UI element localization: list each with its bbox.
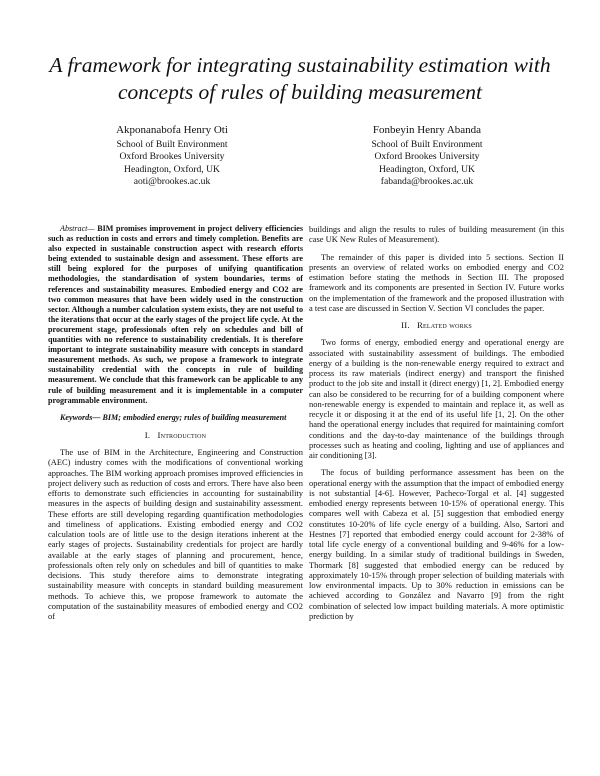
author-city: Headington, Oxford, UK [379, 163, 475, 175]
abstract-body: BIM promises improvement in project delivery efficiencies such as reduction in costs and errors and timely completion. Benefits are also expected in sustainable construction aspect with research efforts being extended to sustainable design and assessment. These efforts are still being explored for the purposes of unifying quantification methodologies, the standardisation of system boundaries, terms of references and sustainability measures. Embodied energy and CO2 are two common measures that have been widely used in the construction sector. Although a number calculation system exists, they are not useful to the iterations that occur at the early stages of the project life cycle. At the procurement stage, professionals often rely on schedules and bill of quantities with no reference to sustainability credentials. It is therefore important to integrate sustainability measure with concepts in standard measurement methods. As such, we propose a framework to integrate sustainability credential with the concepts in rule of building measurement. We conclude that this framework can be applicable to any rule of building measurement and it is implementable in a computer programmable environment. [48, 224, 303, 405]
paragraph: The remainder of this paper is divided into 5 sections. Section II presents an overview of related works on embodied energy and CO2 estimation before stating the methods in Section III. The proposed framework and its components are presented in Section IV. Future works on the implementation of the framework and the proposed illustration with a test case are discussed in Section V. Section VI concludes the paper. [309, 251, 564, 313]
section-heading-related-works: II. Related works [401, 320, 472, 330]
paragraph: The use of BIM in the Architecture, Engineering and Construction (AEC) industry comes with the modifications of conventional working approaches. The BIM working approach promises improved efficiencies in project delivery such as reduction of costs and errors. There have also been efforts to demonstrate such efficiencies in accounting for sustainability measures in the aspects of building design and sustainability assessment. These efforts are still developing regarding quantification methodologies and timeliness of applications. Existing embodied energy and CO2 calculation tools are of little use to the design iterations inherent at the early stages of projects. Sustainability credentials for project are hardly available at the early stages of planning and procurement, hence, professionals often rely only on schedules and bill of quantities to make decisions. This study therefore aims to demonstrate integrating sustainability measure with concepts in standard building measurement methods. To achieve this, we propose framework to automate the computation of the sustainability measures of embodied energy and CO2 of [48, 447, 303, 622]
author-block-1 [72, 124, 272, 188]
author-block-2 [327, 124, 527, 188]
keywords: Keywords— BIM; embodied energy; rules of building measurement [60, 412, 287, 422]
author-dept: School of Built Environment [371, 139, 483, 151]
author-email: fabanda@brookes.ac.uk [380, 175, 474, 187]
paper-title: A framework for integrating sustainability estimation with concepts of rules of building measurement [49, 53, 551, 104]
right-column [309, 224, 564, 628]
paragraph: Two forms of energy, embodied energy and operational energy are associated with sustainability assessment of buildings. The embodied energy of a building is the non-renewable energy required to extract and process its raw materials (indirect energy) and transport the finished product to the job site and install it (direct energy) [1, 2]. Embodied energy can also be considered to be recurring for of a building component where non-renewable energy is expended to maintain and replace it, as well as recycle it or disposing it at the end of its useful life [1, 2]. On the other hand the operational energy includes that required for maintaining comfort conditions and the day-to-day maintenance of the buildings through processes such as heating and cooling, lighting and use of appliances and air conditioning [3]. [309, 337, 564, 460]
author-email: aoti@brookes.ac.uk [133, 175, 211, 187]
section-heading-introduction: I. Introduction [144, 429, 207, 440]
abstract-label: Abstract— [60, 224, 95, 233]
author-univ: Oxford Brookes University [374, 151, 480, 163]
left-column [48, 224, 303, 628]
paragraph: The focus of building performance assessment has been on the operational energy with the assumption that the impact of embodied energy is not substantial [4-6]. However, Pacheco-Torgal et al. [4] suggested embodied energy represents between 10-15% of operational energy. This compares well with Cabeza et al. [5] suggestion that embodied energy constitutes 10-20% of life cycle energy of a building. Also, Sartori and Hestnes [7] reported that embodied energy could account for 2-38% of total life cycle energy of a conventional building and 9-46% for a low-energy building. In a similar study of traditional buildings in Sweden, Thormark [8] suggested that embodied energy can be reduced by approximately 10-15% through proper selection of building materials with low environmental impacts. Up to 30% reduction in emissions can be achieved according to González and Navarro [9] from the right combination of selected low impact building materials. A more optimistic prediction by [309, 467, 564, 621]
author-name: Fonbeyin Henry Abanda [372, 124, 482, 136]
paragraph: buildings and align the results to rules of building measurement (in this case UK New Rules of Measurement). [309, 224, 564, 245]
author-dept: School of Built Environment [116, 139, 228, 151]
author-univ: Oxford Brookes University [119, 151, 225, 163]
abstract [48, 224, 303, 406]
author-city: Headington, Oxford, UK [124, 163, 220, 175]
author-name: Akponanabofa Henry Oti [116, 124, 228, 136]
